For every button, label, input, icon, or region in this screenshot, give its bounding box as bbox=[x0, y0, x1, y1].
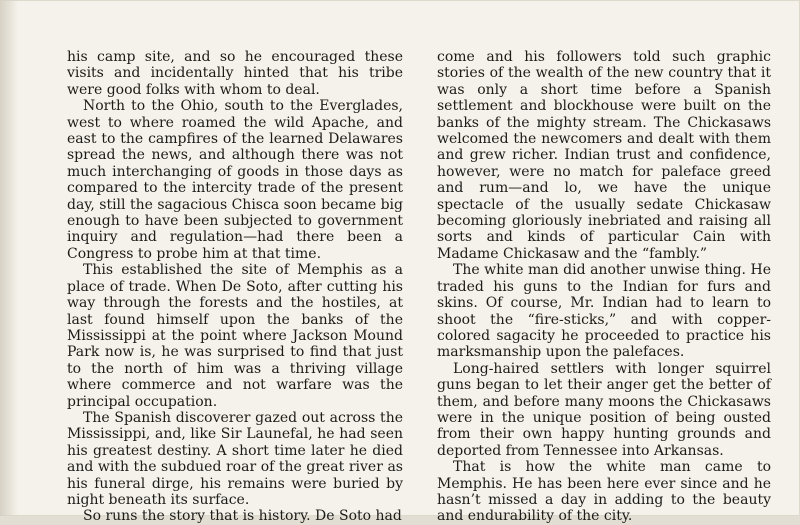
paragraph: So runs the story that is history. De Soto had bbox=[83, 508, 402, 525]
paragraph: The white man did another unwise thing. He traded his guns to the Indian for furs and skins. Of course, Mr. Indian had to learn to shoot the “fire-sticks,” and with copper-colored sagacity he proceeded to practice his marksmanship upon the palefaces. bbox=[437, 262, 771, 361]
paragraph: That is how the white man came to Memphis. He has been here ever since and he hasn’t missed a day in adding to the beauty and endurability of the city. bbox=[437, 459, 771, 525]
paragraph: his camp site, and so he encouraged these visits and incidentally hinted that his tribe were good folks with whom to deal. bbox=[67, 49, 403, 98]
paragraph: North to the Ohio, south to the Everglades, west to where roamed the wild Apache, and east to the campfires of the learned Delawares spread the news, and although there was not much interchanging of goods in those days as compared to the intercity trade of the present day, still the sagacious Chisca soon became big enough to have been subjected to government inquiry and regulation—had there been a Congress to probe him at that time. bbox=[67, 98, 403, 262]
paragraph: This established the site of Memphis as a place of trade. When De Soto, after cutting his way through the forests and the hostiles, at last found himself upon the banks of the Mississippi at the point where Jackson Mound Park now is, he was surprised to find that just to the north of him was a thriving village where commerce and not warfare was the principal occupation. bbox=[67, 262, 403, 410]
paragraph: come and his followers told such graphic stories of the wealth of the new country that it was only a short time before a Spanish settlement and blockhouse were built on the banks of the mighty stream. The Chickasaws welcomed the newcomers and dealt with them and grew richer. Indian trust and confidence, however, were no match for paleface greed and rum—and lo, we have the unique spectacle of the usually sedate Chickasaw becoming gloriously inebriated and raising all sorts and kinds of particular Cain with Madame Chickasaw and the “fambly.” bbox=[437, 49, 771, 262]
left-text-column bbox=[67, 49, 403, 525]
paragraph: Long-haired settlers with longer squirrel guns began to let their anger get the better of them, and before many moons the Chickasaws were in the unique position of being ousted from their own happy hunting grounds and deported from Tennessee into Arkansas. bbox=[437, 360, 771, 459]
paragraph: The Spanish discoverer gazed out across the Mississippi, and, like Sir Launefal, he had seen his greatest destiny. A short time later he died and with the subdued roar of the great river as his funeral dirge, his remains were buried by night beneath its surface. bbox=[67, 409, 403, 508]
right-text-column bbox=[437, 49, 771, 525]
page-edge-shadow bbox=[0, 0, 18, 516]
